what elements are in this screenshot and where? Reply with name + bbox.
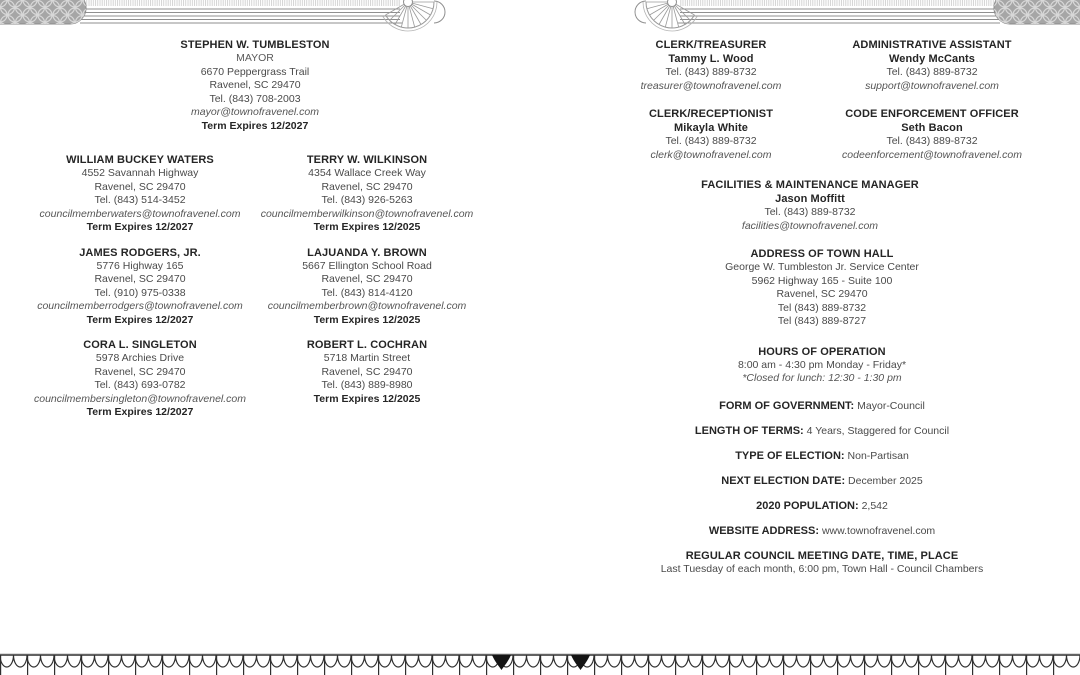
council-member-email: councilmembersingleton@townofravenel.com xyxy=(33,392,246,405)
staff-title: FACILITIES & MAINTENANCE MANAGER xyxy=(701,179,919,191)
council-member-city: Ravenel, SC 29470 xyxy=(321,273,413,285)
council-meeting-block xyxy=(661,549,984,577)
mayor-email: mayor@townofravenel.com xyxy=(191,106,319,118)
bottom-border-ornament-icon xyxy=(0,653,1080,675)
mayor-term: Term Expires 12/2027 xyxy=(201,119,309,132)
fact-line xyxy=(552,399,1080,413)
staff-phone: Tel. (843) 889-8732 xyxy=(665,66,757,78)
section-heading: HOURS OF OPERATION xyxy=(758,345,886,358)
meeting-schedule-line: Last Tuesday of each month, 6:00 pm, Town Hall - Council Chambers xyxy=(660,562,984,575)
staff-email: treasurer@townofravenel.com xyxy=(640,79,782,92)
council-member-address: 5667 Ellington School Road xyxy=(302,259,432,272)
mayor-title: MAYOR xyxy=(236,52,274,64)
staff-phone: Tel. (843) 889-8732 xyxy=(886,135,978,147)
hours-of-operation-block xyxy=(738,345,906,386)
council-member-phone: Tel. (843) 693-0782 xyxy=(94,379,186,391)
mayor-city: Ravenel, SC 29470 xyxy=(209,79,301,91)
council-member-term: Term Expires 12/2025 xyxy=(313,392,421,405)
town-hall-line: Tel (843) 889-8732 xyxy=(777,301,867,314)
fact-value: December 2025 xyxy=(848,474,923,487)
staff-title: CLERK/RECEPTIONIST xyxy=(648,108,774,120)
fact-value: Non-Partisan xyxy=(847,449,909,462)
council-member-phone: Tel. (843) 926-5263 xyxy=(321,194,413,206)
staff-grid xyxy=(540,38,1080,162)
council-member-address: 5718 Martin Street xyxy=(323,352,411,364)
council-member-term: Term Expires 12/2027 xyxy=(86,313,194,326)
council-member-term: Term Expires 12/2027 xyxy=(86,221,194,233)
fact-label: WEBSITE ADDRESS: xyxy=(708,524,820,537)
facilities-manager-block xyxy=(701,178,919,233)
council-member-block xyxy=(34,338,246,420)
town-hall-line: Ravenel, SC 29470 xyxy=(776,288,868,300)
council-member-phone: Tel. (843) 814-4120 xyxy=(321,286,413,299)
mayor-phone: Tel. (843) 708-2003 xyxy=(209,92,301,105)
fact-line xyxy=(552,499,1080,513)
fact-value: Mayor-Council xyxy=(857,399,925,412)
fact-value: 2,542 xyxy=(861,499,888,512)
mayor-address: 6670 Peppergrass Trail xyxy=(200,65,310,78)
section-heading: ADDRESS OF TOWN HALL xyxy=(750,248,894,260)
mayor-name: STEPHEN W. TUMBLESTON xyxy=(180,39,330,51)
fact-label: FORM OF GOVERNMENT: xyxy=(719,399,855,412)
council-member-name: JAMES RODGERS, JR. xyxy=(79,246,201,259)
staff-name: Seth Bacon xyxy=(901,122,963,134)
staff-phone: Tel. (843) 889-8732 xyxy=(886,66,978,78)
council-member-term: Term Expires 12/2027 xyxy=(86,406,194,418)
council-member-email: councilmemberrodgers@townofravenel.com xyxy=(37,300,243,312)
top-border-ornament-icon xyxy=(0,0,1080,34)
council-member-email: councilmemberbrown@townofravenel.com xyxy=(267,300,467,312)
staff-block xyxy=(649,107,773,162)
council-member-name: TERRY W. WILKINSON xyxy=(306,154,428,166)
council-members-grid xyxy=(0,153,540,420)
town-hall-line: Tel (843) 889-8727 xyxy=(777,315,867,327)
council-member-name: CORA L. SINGLETON xyxy=(83,339,197,351)
staff-phone: Tel. (843) 889-8732 xyxy=(665,135,757,147)
council-member-city: Ravenel, SC 29470 xyxy=(94,180,186,193)
fact-line xyxy=(552,524,1080,538)
fact-line xyxy=(552,449,1080,463)
fact-label: LENGTH OF TERMS: xyxy=(694,424,804,437)
right-page xyxy=(540,38,1080,576)
town-facts-list xyxy=(552,399,1080,538)
section-heading: REGULAR COUNCIL MEETING DATE, TIME, PLACE xyxy=(685,549,959,562)
fact-line xyxy=(552,474,1080,488)
council-member-phone: Tel. (910) 975-0338 xyxy=(94,286,186,299)
council-member-address: 4552 Savannah Highway xyxy=(81,167,199,179)
council-member-city: Ravenel, SC 29470 xyxy=(94,273,186,285)
council-member-city: Ravenel, SC 29470 xyxy=(321,180,413,193)
fact-label: NEXT ELECTION DATE: xyxy=(721,474,846,487)
hours-line: 8:00 am - 4:30 pm Monday - Friday* xyxy=(737,358,907,371)
council-member-block xyxy=(37,246,243,328)
council-member-name: WILLIAM BUCKEY WATERS xyxy=(66,154,214,166)
staff-email: clerk@townofravenel.com xyxy=(650,148,772,161)
council-member-email: councilmemberwilkinson@townofravenel.com xyxy=(260,207,474,220)
staff-title: CLERK/TREASURER xyxy=(655,39,767,51)
council-member-block xyxy=(307,338,427,420)
town-hall-line: 5962 Highway 165 - Suite 100 xyxy=(751,274,893,287)
council-member-address: 5978 Archies Drive xyxy=(95,352,185,364)
fact-value: www.townofravenel.com xyxy=(821,524,936,537)
council-member-email: councilmemberwaters@townofravenel.com xyxy=(39,207,241,220)
mayor-block xyxy=(180,38,329,133)
staff-block xyxy=(852,38,1011,93)
staff-name: Tammy L. Wood xyxy=(668,53,754,65)
council-member-city: Ravenel, SC 29470 xyxy=(321,365,413,378)
staff-name: Mikayla White xyxy=(673,122,749,134)
council-member-address: 4354 Wallace Creek Way xyxy=(308,167,426,179)
town-hall-line: George W. Tumbleston Jr. Service Center xyxy=(725,261,919,273)
staff-email: support@townofravenel.com xyxy=(865,79,999,92)
town-hall-address-block xyxy=(725,247,919,329)
fact-label: 2020 POPULATION: xyxy=(756,499,859,512)
staff-name: Wendy McCants xyxy=(888,53,976,65)
fact-label: TYPE OF ELECTION: xyxy=(735,449,845,462)
council-member-term: Term Expires 12/2025 xyxy=(313,221,421,233)
staff-title: CODE ENFORCEMENT OFFICER xyxy=(845,108,1019,120)
council-member-address: 5776 Highway 165 xyxy=(96,259,184,272)
council-member-block xyxy=(268,246,467,328)
staff-title: ADMINISTRATIVE ASSISTANT xyxy=(852,39,1012,51)
staff-phone: Tel. (843) 889-8732 xyxy=(764,206,856,218)
council-member-block xyxy=(261,153,474,235)
lunch-note: *Closed for lunch: 12:30 - 1:30 pm xyxy=(742,372,902,384)
council-member-phone: Tel. (843) 889-8980 xyxy=(321,379,413,391)
fact-line xyxy=(552,424,1080,438)
council-member-phone: Tel. (843) 514-3452 xyxy=(94,194,186,206)
staff-name: Jason Moffitt xyxy=(775,193,845,205)
staff-block xyxy=(641,38,782,93)
council-member-city: Ravenel, SC 29470 xyxy=(94,365,186,378)
left-page xyxy=(0,38,540,420)
council-member-block xyxy=(40,153,241,235)
council-member-name: ROBERT L. COCHRAN xyxy=(306,339,428,351)
staff-email: codeenforcement@townofravenel.com xyxy=(842,148,1022,161)
staff-email: facilities@townofravenel.com xyxy=(741,219,879,232)
council-member-term: Term Expires 12/2025 xyxy=(313,313,421,326)
staff-block xyxy=(842,107,1022,162)
fact-value: 4 Years, Staggered for Council xyxy=(806,424,950,437)
council-member-name: LAJUANDA Y. BROWN xyxy=(307,246,427,259)
